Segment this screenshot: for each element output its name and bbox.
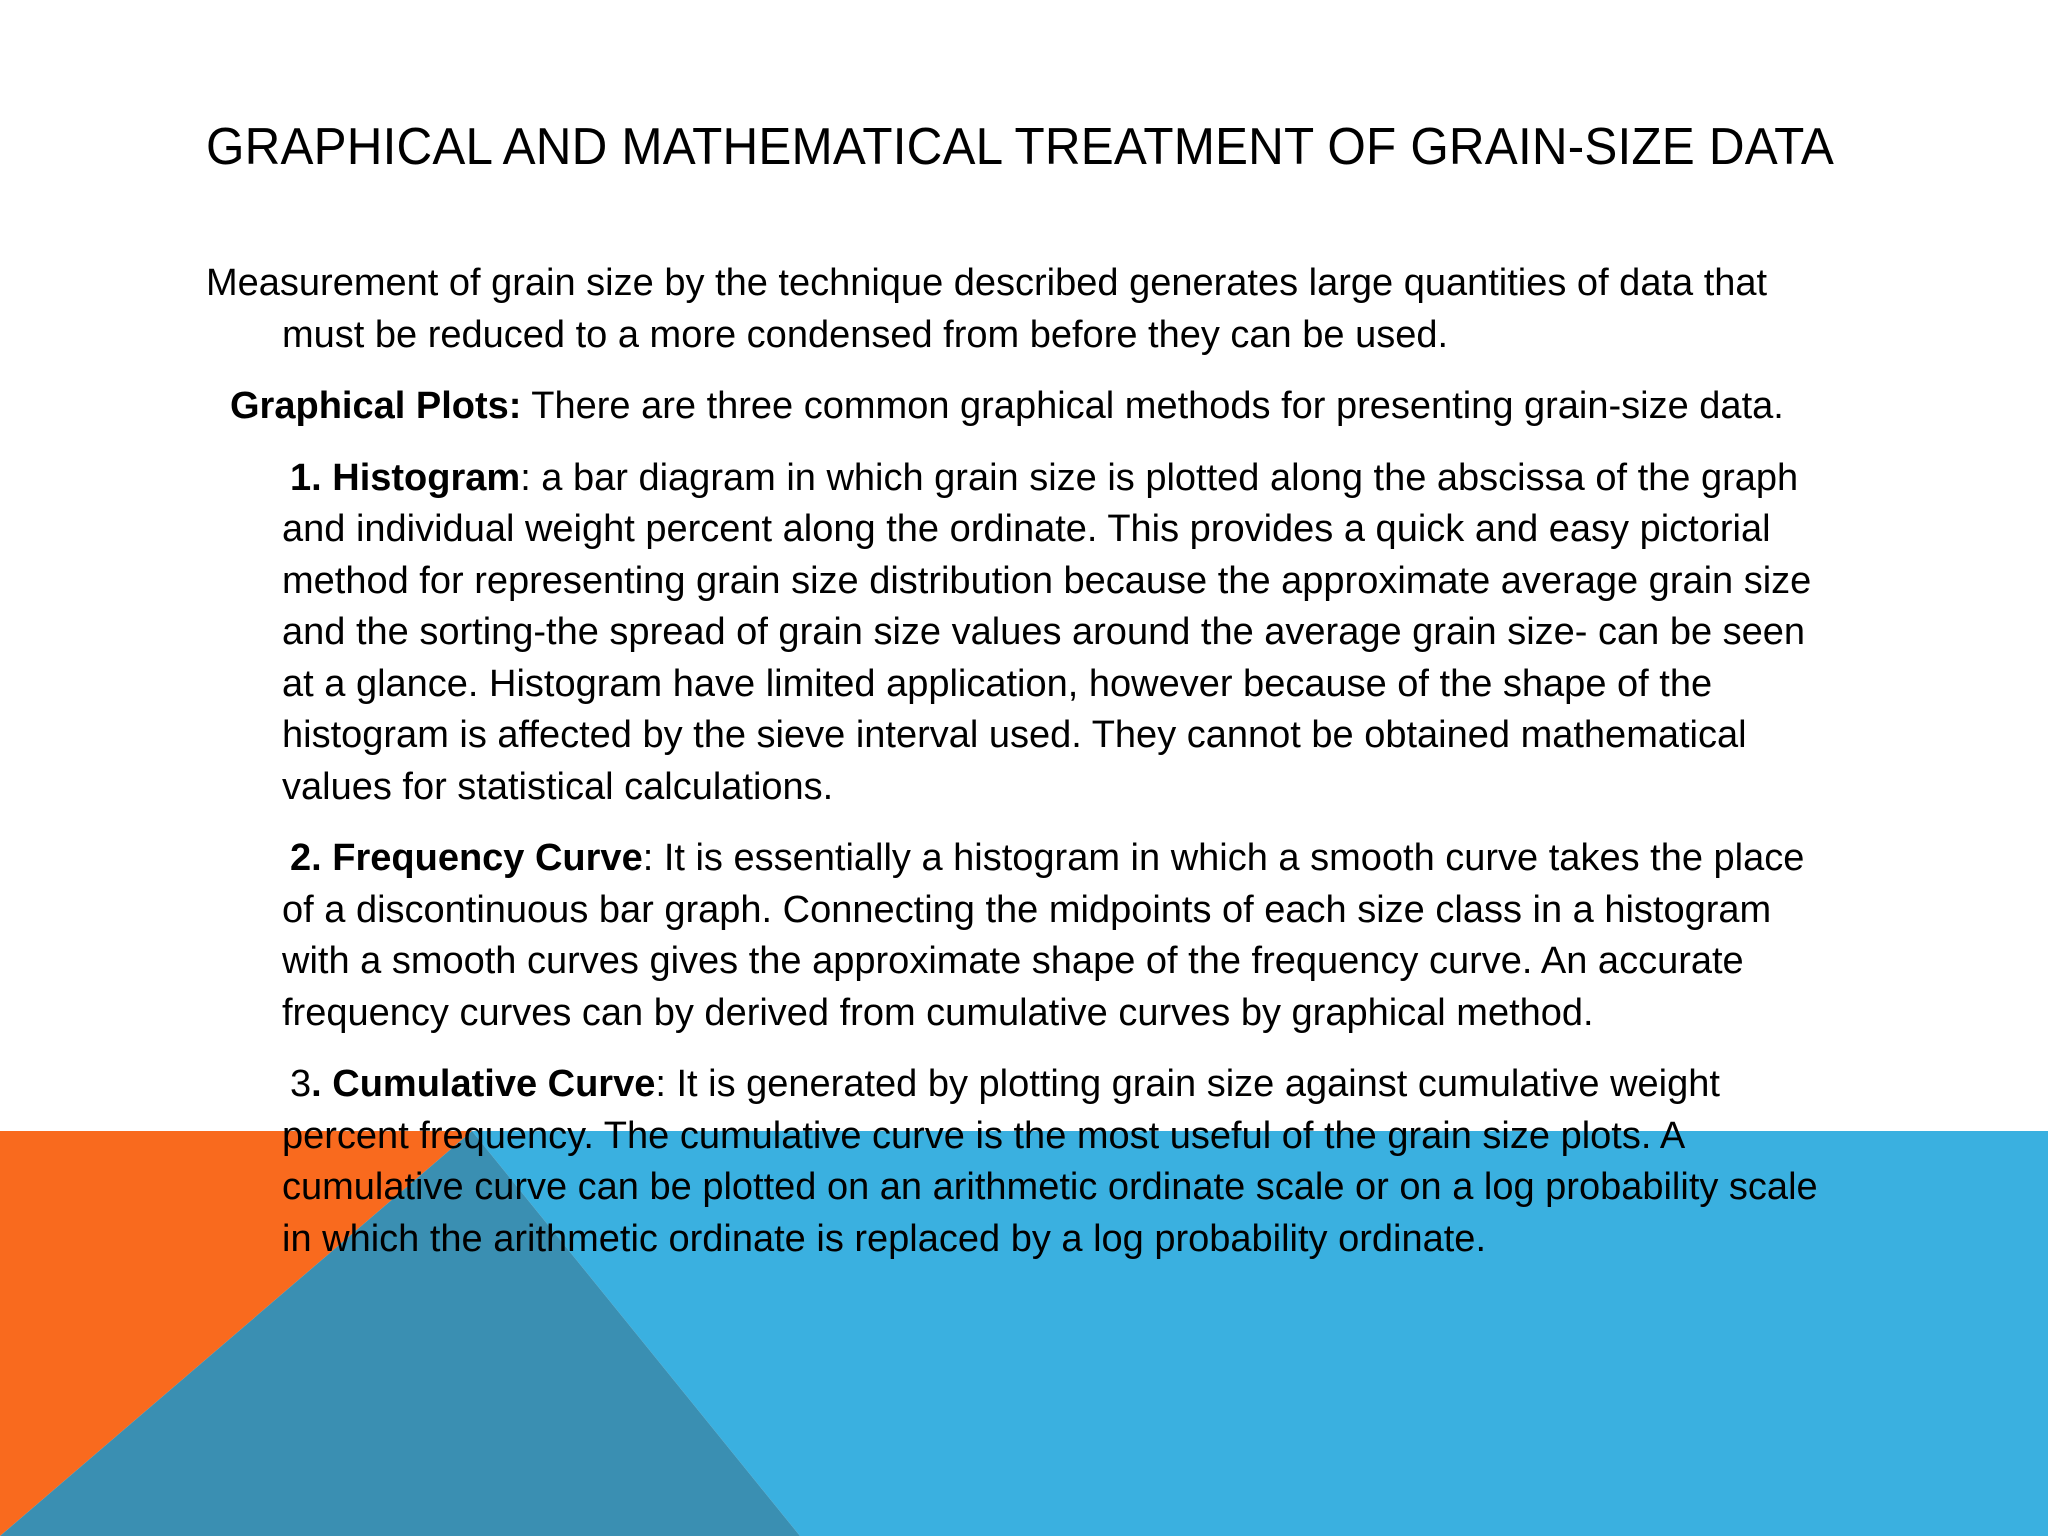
graphical-plots-paragraph xyxy=(206,381,1846,433)
cumulative-curve-number: 3 xyxy=(290,1063,312,1105)
graphical-plots-text: There are three common graphical methods for presenting grain-size data. xyxy=(521,385,1784,427)
cumulative-curve-item xyxy=(206,1059,1846,1265)
graphical-plots-label: Graphical Plots: xyxy=(230,385,522,427)
slide-body xyxy=(206,258,1846,1265)
histogram-item xyxy=(206,453,1846,814)
cumulative-curve-label: . Cumulative Curve xyxy=(311,1063,656,1105)
intro-paragraph: Measurement of grain size by the technique described generates large quantities of data that must be reduced to a more condensed from before they can be used. xyxy=(206,262,1768,356)
slide-title: GRAPHICAL AND MATHEMATICAL TREATMENT OF GRAIN-SIZE DATA xyxy=(206,118,1835,176)
histogram-number: 1. xyxy=(290,456,322,499)
frequency-curve-label: Frequency Curve xyxy=(321,837,643,879)
frequency-curve-text: : It is essentially a histogram in which a smooth curve takes the place of a discontinuous bar graph. Connecting the midpoints of each size class in a histogram with a smooth curves gives the approximate shape of the frequency curve. An accurate frequency curves can by derived from cumulative curves by graphical method. xyxy=(282,837,1805,1034)
cumulative-curve-text: : It is generated by plotting grain size against cumulative weight percent frequency. The cumulative curve is the most useful of the grain size plots. A cumulative curve can be plotted on an arithmetic ordinate scale or on a log probability scale in which the arithmetic ordinate is replaced by a log probability ordinate. xyxy=(282,1063,1818,1260)
frequency-curve-item xyxy=(206,833,1846,1039)
histogram-label: Histogram xyxy=(321,456,521,499)
frequency-curve-number: 2. xyxy=(290,837,322,879)
histogram-text: : a bar diagram in which grain size is plotted along the abscissa of the graph and individual weight percent along the ordinate. This provides a quick and easy pictorial method for representing grain size distribution because the approximate average grain size and the sorting-the spread of grain size values around the average grain size- can be seen at a glance. Histogram have limited application, however because of the shape of the histogram is affected by the sieve interval used. They cannot be obtained mathematical values for statistical calculations. xyxy=(282,456,1812,808)
